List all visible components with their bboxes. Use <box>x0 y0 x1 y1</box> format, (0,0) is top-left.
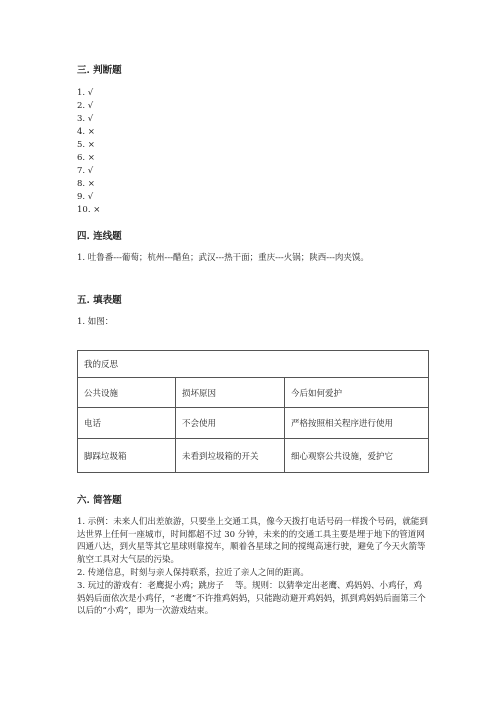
reflection-table <box>77 350 429 473</box>
judgement-answer-3: 3. √ <box>77 114 94 124</box>
matching-answer: 1. 吐鲁番---葡萄；杭州---醋鱼；武汉---热干面；重庆---火锅；陕西---肉夹馍。 <box>77 253 369 263</box>
short-answer-1: 1. 示例：未来人们出差旅游，只要坐上交通工具，像今天拨打电话号码一样拨个号码，就能到达世界上任何一座城市，时间都超不过 30 分钟，未来的的交通工具主要是埋于地下的管道网四通八达，到火星等其它星球则靠搅车，顺着各星球之间的搅绳高速行驶，避免了今天火箭等航空工具对大气层的污染。 <box>77 517 428 566</box>
table-cell: 严格按照相关程序进行使用 <box>285 408 429 439</box>
judgement-answer-10: 10. × <box>77 205 101 215</box>
table-cell: 损坏原因 <box>176 378 285 408</box>
section-title-short-answer: 六. 简答题 <box>77 495 122 506</box>
table-cell: 未看到垃圾箱的开关 <box>176 439 285 473</box>
table-row <box>78 408 429 439</box>
table-cell: 不会使用 <box>176 408 285 439</box>
table-cell: 公共设施 <box>78 378 176 408</box>
judgement-answer-2: 2. √ <box>77 101 94 111</box>
table-cell: 电话 <box>78 408 176 439</box>
table-row <box>78 439 429 473</box>
judgement-answer-6: 6. × <box>77 153 95 163</box>
table-cell: 脚踩垃圾箱 <box>78 439 176 473</box>
table-cell: 细心观察公共设施，爱护它 <box>285 439 429 473</box>
judgement-answer-8: 8. × <box>77 179 95 189</box>
short-answer-3: 3. 玩过的游戏有：老鹰捉小鸡；跳房子 等。规则：以猜拳定出老鹰、鸡妈妈、小鸡仔，鸡妈妈后面依次是小鸡仔，“老鹰”不许推鸡妈妈，只能跑动避开鸡妈妈，抓到鸡妈妈后面第三个以后的“小鸡”，即为一次游戏结束。 <box>77 581 426 617</box>
table-row <box>78 378 429 408</box>
section-title-matching: 四. 连线题 <box>77 231 122 242</box>
section-title-fill-table: 五. 填表题 <box>77 295 122 306</box>
judgement-answer-1: 1. √ <box>77 88 94 98</box>
judgement-answer-5: 5. × <box>77 140 95 150</box>
table-cell: 今后如何爱护 <box>285 378 429 408</box>
judgement-answer-4: 4. × <box>77 127 95 137</box>
table-header-row <box>78 351 429 378</box>
short-answer-2: 2. 传递信息，时刻与亲人保持联系，拉近了亲人之间的距离。 <box>77 568 309 578</box>
table-header-cell: 我的反思 <box>78 351 429 378</box>
section-title-judgement: 三. 判断题 <box>77 65 122 76</box>
judgement-answer-9: 9. √ <box>77 192 94 202</box>
judgement-answer-7: 7. √ <box>77 166 94 176</box>
fill-table-intro: 1. 如图： <box>77 317 114 327</box>
